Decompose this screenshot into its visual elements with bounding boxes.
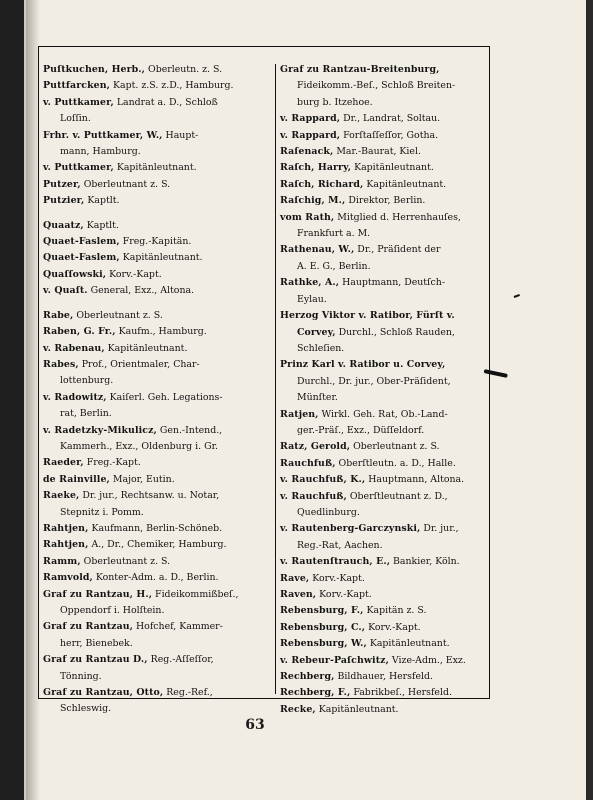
entry-detail: Kapt. z.S. z.D., Hamburg. <box>110 80 234 92</box>
entry-name: v. Rautenberg-Garczynski, <box>280 523 421 535</box>
directory-entry <box>43 587 268 603</box>
entry-detail: Kapitänleutnant. <box>104 342 188 354</box>
entry-detail: Prof., Orientmaler, Char- <box>78 358 200 370</box>
entry-name: Rechberg, <box>280 671 335 683</box>
entry-name: Rahtjen, <box>43 539 89 551</box>
entry-detail: Mitglied d. Herrenhauſes, <box>334 211 461 223</box>
directory-entry <box>43 62 268 78</box>
entry-name: Rebensburg, W., <box>280 638 367 650</box>
entry-continuation <box>280 341 485 357</box>
entry-name: Putzier, <box>43 195 85 207</box>
entry-name: Raven, <box>280 589 317 600</box>
entry-detail: Direktor, Berlin. <box>345 195 426 207</box>
entry-detail: Korv.-Kapt. <box>316 589 372 600</box>
entry-name: Graf zu Rantzau D., <box>43 654 148 666</box>
entry-detail: Kapitänleutnant. <box>315 703 399 715</box>
entry-name: Ratjen, <box>280 408 319 420</box>
directory-entry <box>280 210 485 226</box>
entry-name: de Rainville, <box>43 473 110 485</box>
directory-entry <box>280 275 485 291</box>
entry-detail: Dr., Präſident der <box>354 244 441 256</box>
directory-entry <box>280 702 485 718</box>
entry-name: Puſtkuchen, Herb., <box>43 64 146 75</box>
entry-continuation <box>280 226 485 242</box>
directory-entry <box>43 308 268 324</box>
entry-name: Raeder, <box>43 457 84 469</box>
entry-detail: Oppendorf i. Holſtein. <box>60 605 165 616</box>
entry-name: Graf zu Rantzau, Otto, <box>43 687 164 699</box>
entry-name: Raſch, Richard, <box>280 178 364 190</box>
entry-continuation <box>43 603 268 619</box>
entry-detail: Wirkl. Geh. Rat, Ob.-Land- <box>318 408 448 420</box>
entry-detail: Kapitän z. S. <box>363 605 427 617</box>
directory-entry <box>43 324 268 340</box>
entry-name: v. Radetzky-Mikulicz, <box>43 424 157 436</box>
entry-detail: Kaufm., Hamburg. <box>115 326 207 338</box>
directory-entry <box>43 218 268 234</box>
entry-detail: Durchl., Schloß Rauden, <box>335 326 455 338</box>
entry-detail: Bankier, Köln. <box>390 556 460 568</box>
entry-detail: Kaptlt. <box>83 219 119 231</box>
entry-detail: Oberleutnant z. S. <box>80 555 171 567</box>
entry-name: Quaatz, <box>43 219 84 231</box>
entry-name: Raeke, <box>43 490 80 502</box>
directory-entry <box>280 653 485 669</box>
directory-entry <box>280 636 485 652</box>
directory-entry <box>280 456 485 472</box>
entry-name: Rathenau, W., <box>280 244 355 256</box>
entry-detail: Fideikomm.-Beſ., Schloß Breiten- <box>297 80 456 92</box>
directory-entry <box>43 455 268 471</box>
directory-entry <box>280 620 485 636</box>
entry-continuation <box>43 439 268 455</box>
directory-entry <box>43 652 268 668</box>
entry-detail: ger.-Präſ., Exz., Düſſeldorf. <box>297 424 425 436</box>
directory-entry <box>43 521 268 537</box>
entry-name: v. Rebeur-Paſchwitz, <box>280 654 389 666</box>
entry-continuation <box>280 505 485 521</box>
entry-detail: Hofchef, Kammer- <box>133 621 223 633</box>
directory-entry <box>280 144 485 160</box>
entry-detail: Schleſien. <box>297 342 345 354</box>
entry-detail: herr, Bienebek. <box>60 637 133 649</box>
entry-name: Corvey, <box>297 326 336 338</box>
entry-detail: lottenburg. <box>60 375 114 387</box>
directory-entry <box>280 111 485 127</box>
entry-detail: Gen.-Intend., <box>156 424 223 436</box>
entry-detail: Kaiſerl. Geh. Legations- <box>106 391 223 403</box>
directory-entry <box>43 685 268 701</box>
entry-detail: Schleswig. <box>60 703 112 715</box>
directory-entry <box>280 308 485 324</box>
entry-continuation <box>280 95 485 111</box>
entry-detail: mann, Hamburg. <box>60 146 141 158</box>
entry-detail: Korv.-Kapt. <box>309 572 365 584</box>
entry-detail: Mar.-Baurat, Kiel. <box>333 146 421 158</box>
entry-name: Quaet-Faslem, <box>43 252 120 264</box>
entry-detail: General, Exz., Altona. <box>87 285 195 297</box>
entry-detail: Münſter. <box>297 392 338 404</box>
entry-name: Herzog Viktor v. Ratibor, Fürſt v. <box>280 310 455 322</box>
directory-entry <box>280 587 485 603</box>
entry-detail: Durchl., Dr. jur., Ober-Präſident, <box>297 375 451 387</box>
entry-detail: Freg.-Kapt. <box>83 457 141 469</box>
entry-continuation <box>280 259 485 275</box>
entry-name: Prinz Karl v. Ratibor u. Corvey, <box>280 359 446 371</box>
entry-name: v. Rautenſtrauch, E., <box>280 556 391 568</box>
column-divider <box>275 64 276 694</box>
directory-entry <box>43 537 268 553</box>
entry-detail: Haupt- <box>162 129 199 141</box>
entry-name: Puttfarcken, <box>43 80 111 92</box>
entry-name: v. Puttkamer, <box>43 162 114 174</box>
entry-detail: Kaufmann, Berlin-Schöneb. <box>88 522 223 534</box>
entry-name: Rebensburg, F., <box>280 605 364 617</box>
entry-name: Graf zu Rantzau-Breitenburg, <box>280 64 440 75</box>
directory-entry <box>280 62 485 78</box>
entry-detail: Landrat a. D., Schloß <box>113 96 218 108</box>
entry-detail: Kapitänleutnant. <box>119 252 203 264</box>
directory-entry <box>43 250 268 266</box>
entry-name: Raſch, Harry, <box>280 162 352 174</box>
entry-detail: Korv.-Kapt. <box>106 268 162 280</box>
entry-continuation <box>43 701 268 717</box>
entry-detail: rat, Berlin. <box>60 408 112 420</box>
directory-entry <box>280 439 485 455</box>
entry-name: Rabe, <box>43 309 74 321</box>
entry-name: Raben, G. Fr., <box>43 326 116 338</box>
directory-entry <box>43 554 268 570</box>
directory-entry <box>280 160 485 176</box>
directory-entry <box>43 341 268 357</box>
entry-detail: Stepnitz i. Pomm. <box>60 506 144 518</box>
directory-entry <box>280 669 485 685</box>
directory-entry <box>43 423 268 439</box>
directory-entry <box>43 267 268 283</box>
directory-entry <box>43 390 268 406</box>
entry-name: v. Quaſt. <box>43 285 88 297</box>
directory-entry <box>43 619 268 635</box>
entry-detail: Frankfurt a. M. <box>297 228 371 240</box>
entry-name: v. Rabenau, <box>43 342 105 354</box>
entry-detail: Dr. jur., Rechtsanw. u. Notar, <box>79 490 220 502</box>
entry-name: v. Rappard, <box>280 113 341 125</box>
entry-name: Rahtjen, <box>43 522 89 534</box>
directory-entry <box>280 407 485 423</box>
directory-entry <box>280 242 485 258</box>
directory-entry <box>280 357 485 373</box>
directory-entry <box>280 193 485 209</box>
entry-name: v. Rauchfuß, K., <box>280 474 366 486</box>
entry-detail: Loſſin. <box>60 113 91 125</box>
directory-entry <box>280 177 485 193</box>
entry-detail: Hauptmann, Deutſch- <box>339 277 445 289</box>
entry-detail: Kapitänleutnant. <box>363 178 447 190</box>
entry-name: Raſchig, M., <box>280 195 346 207</box>
entry-name: v. Rappard, <box>280 129 341 141</box>
entry-name: Graf zu Rantzau, <box>43 621 134 633</box>
entry-name: vom Rath, <box>280 211 335 223</box>
entry-name: Rave, <box>280 572 310 584</box>
directory-entry <box>280 571 485 587</box>
entry-detail: Kaptlt. <box>84 195 120 207</box>
directory-entry <box>43 78 268 94</box>
entry-detail: Quedlinburg. <box>297 506 360 518</box>
entry-name: Rauchfuß, <box>280 457 336 469</box>
entry-name: Quaet-Faslem, <box>43 236 120 248</box>
entry-continuation <box>280 325 485 341</box>
entry-name: Ramvold, <box>43 572 93 584</box>
directory-entry <box>43 283 268 299</box>
entry-continuation <box>43 406 268 422</box>
directory-entry <box>43 357 268 373</box>
entry-detail: A., Dr., Chemiker, Hamburg. <box>88 539 227 551</box>
directory-entry <box>43 177 268 193</box>
entry-detail: burg b. Itzehoe. <box>297 96 373 108</box>
directory-entry <box>280 128 485 144</box>
directory-entry <box>280 685 485 701</box>
entry-detail: Oberleutnant z. S. <box>80 178 171 190</box>
directory-entry <box>280 554 485 570</box>
entry-continuation <box>43 373 268 389</box>
entry-name: Rathke, A., <box>280 277 340 289</box>
entry-name: Rabes, <box>43 358 79 370</box>
entry-detail: Oberſtleutnant z. D., <box>346 490 448 502</box>
entry-continuation <box>280 292 485 308</box>
entry-detail: Bildhauer, Hersfeld. <box>334 671 433 683</box>
directory-entry <box>280 603 485 619</box>
entry-name: Recke, <box>280 703 316 715</box>
entry-name: Quaſſowski, <box>43 268 107 280</box>
left-column <box>43 62 268 718</box>
entry-detail: Oberleutnant z. S. <box>73 309 163 321</box>
directory-entry <box>43 128 268 144</box>
entry-name: Rechberg, F., <box>280 687 351 699</box>
entry-detail: A. E. G., Berlin. <box>297 260 371 272</box>
entry-detail: Kapitänleutnant. <box>351 162 434 174</box>
entry-continuation <box>43 144 268 160</box>
entry-detail: Tönning. <box>60 670 102 682</box>
directory-entry <box>280 472 485 488</box>
entry-name: v. Puttkamer, <box>43 96 114 108</box>
entry-name: Raſenack, <box>280 146 334 158</box>
right-column <box>280 62 485 718</box>
entry-name: v. Radowitz, <box>43 391 107 403</box>
directory-entry <box>43 570 268 586</box>
entry-name: v. Rauchfuß, <box>280 490 347 502</box>
directory-entry <box>43 234 268 250</box>
directory-entry <box>43 472 268 488</box>
entry-name: Rebensburg, C., <box>280 621 366 633</box>
entry-detail: Freg.-Kapitän. <box>119 236 192 248</box>
entry-continuation <box>43 636 268 652</box>
directory-entry <box>43 193 268 209</box>
entry-detail: Reg.-Ref., <box>163 687 213 699</box>
entry-continuation <box>280 390 485 406</box>
entry-continuation <box>280 374 485 390</box>
directory-entry <box>280 489 485 505</box>
entry-continuation <box>43 669 268 685</box>
entry-continuation <box>280 423 485 439</box>
directory-entry <box>43 160 268 176</box>
entry-detail: Konter-Adm. a. D., Berlin. <box>92 572 219 584</box>
entry-detail: Dr. jur., <box>420 523 459 535</box>
entry-continuation <box>280 538 485 554</box>
entry-detail: Kammerh., Exz., Oldenburg i. Gr. <box>60 440 219 452</box>
entry-detail: Kapitänleutnant. <box>366 638 450 650</box>
entry-continuation <box>43 111 268 127</box>
entry-detail: Oberleutn. z. S. <box>145 64 223 75</box>
entry-detail: Fabrikbeſ., Hersfeld. <box>350 687 452 699</box>
directory-entry <box>43 95 268 111</box>
background-left <box>0 0 24 800</box>
entry-detail: Vize-Adm., Exz. <box>388 654 466 666</box>
entry-detail: Forſtaſſeſſor, Gotha. <box>340 129 439 141</box>
entry-continuation <box>43 505 268 521</box>
entry-name: Frhr. v. Puttkamer, W., <box>43 129 163 141</box>
entry-continuation <box>280 78 485 94</box>
entry-name: Putzer, <box>43 178 81 190</box>
directory-entry <box>43 488 268 504</box>
entry-detail: Fideikommißbeſ., <box>152 588 239 600</box>
page-number: 63 <box>245 717 265 733</box>
entry-detail: Kapitänleutnant. <box>113 162 197 174</box>
entry-detail: Hauptmann, Altona. <box>365 474 465 486</box>
entry-name: Graf zu Rantzau, H., <box>43 588 153 600</box>
directory-entry <box>280 521 485 537</box>
entry-detail: Major, Eutin. <box>109 473 175 485</box>
entry-name: Ratz, Gerold, <box>280 441 351 453</box>
entry-detail: Dr., Landrat, Soltau. <box>340 113 441 125</box>
entry-detail: Korv.-Kapt. <box>365 621 421 633</box>
entry-detail: Reg.-Aſſeſſor, <box>147 654 214 666</box>
entry-detail: Oberleutnant z. S. <box>350 441 440 453</box>
entry-detail: Oberſtleutn. a. D., Halle. <box>335 457 456 469</box>
entry-detail: Eylau. <box>297 293 327 305</box>
entry-detail: Reg.-Rat, Aachen. <box>297 539 383 551</box>
entry-name: Ramm, <box>43 555 81 567</box>
